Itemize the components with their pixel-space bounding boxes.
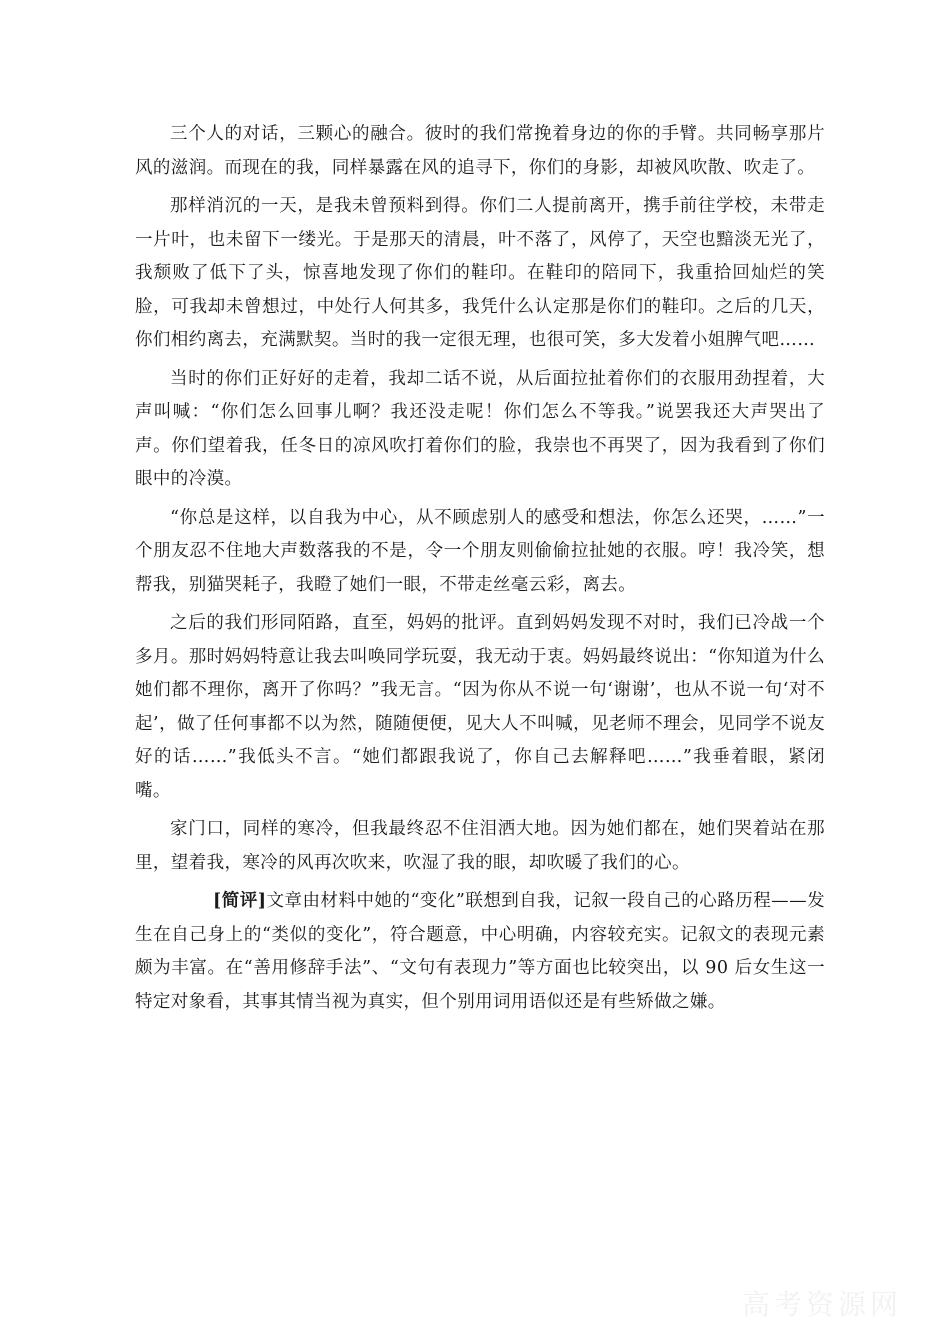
review-paragraph (135, 885, 825, 1019)
essay-paragraph: 那样消沉的一天，是我未曾预料到得。你们二人提前离开，携手前往学校，未带走一片叶，也未留下一缕光。于是那天的清晨，叶不落了，风停了，天空也黯淡无光了，我颓败了低下了头，惊喜地发现了你们的鞋印。在鞋印的陪同下，我重拾回灿烂的笑脸，可我却未曾想过，中处行人何其多，我凭什么认定那是你们的鞋印。之后的几天，你们相约离去，充满默契。当时的我一定很无理，也很可笑，多大发着小姐脾气吧…… (135, 196, 825, 350)
review-text: 文章由材料中她的“变化”联想到自我，记叙一段自己的心路历程——发生在自己身上的“类似的变化”，符合题意，中心明确，内容较充实。记叙文的表现元素颇为丰富。在“善用修辞手法”、“文句有表现力”等方面也比较突出，以 90 后女生这一特定对象看，其事其情当视为真实，但个别用词用语似还是有些矫做之嫌。 (135, 891, 825, 1012)
essay-paragraph: 之后的我们形同陌路，直至，妈妈的批评。直到妈妈发现不对时，我们已冷战一个多月。那时妈妈特意让我去叫唤同学玩耍，我无动于衷。妈妈最终说出：“你知道为什么她们都不理你，离开了你吗？”我无言。“因为你从不说一句‘谢谢’，也从不说一句‘对不起’，做了任何事都不以为然，随随便便，见大人不叫喊，见老师不理会，见同学不说友好的话……”我低头不言。“她们都跟我说了，你自己去解释吧……”我垂着眼，紧闭嘴。 (135, 613, 825, 801)
essay-paragraph: 三个人的对话，三颗心的融合。彼时的我们常挽着身边的你的手臂。共同畅享那片风的滋润。而现在的我，同样暴露在风的追寻下，你们的身影，却被风吹散、吹走了。 (135, 124, 825, 178)
essay-paragraph: 当时的你们正好好的走着，我却二话不说，从后面拉扯着你们的衣服用劲捏着，大声叫喊：“你们怎么回事儿啊？我还没走呢！你们怎么不等我。”说罢我还大声哭出了声。你们望着我，任冬日的凉风吹打着你们的脸，我崇也不再哭了，因为我看到了你们眼中的冷漠。 (135, 368, 825, 489)
review-tag: [简评] (213, 891, 267, 911)
essay-body (135, 118, 825, 1019)
essay-paragraph: “你总是这样，以自我为中心，从不顾虑别人的感受和想法，你怎么还哭，……”一个朋友忍不住地大声数落我的不是，令一个朋友则偷偷拉扯她的衣服。哼！我冷笑，想帮我，别猫哭耗子，我瞪了她们一眼，不带走丝毫云彩，离去。 (135, 507, 825, 595)
essay-paragraph: 家门口，同样的寒冷，但我最终忍不住泪洒大地。因为她们都在，她们哭着站在那里，望着我，寒冷的风再次吹来，吹湿了我的眼，却吹暖了我们的心。 (135, 819, 825, 873)
watermark-logo: 高考资源网 (741, 1288, 902, 1321)
